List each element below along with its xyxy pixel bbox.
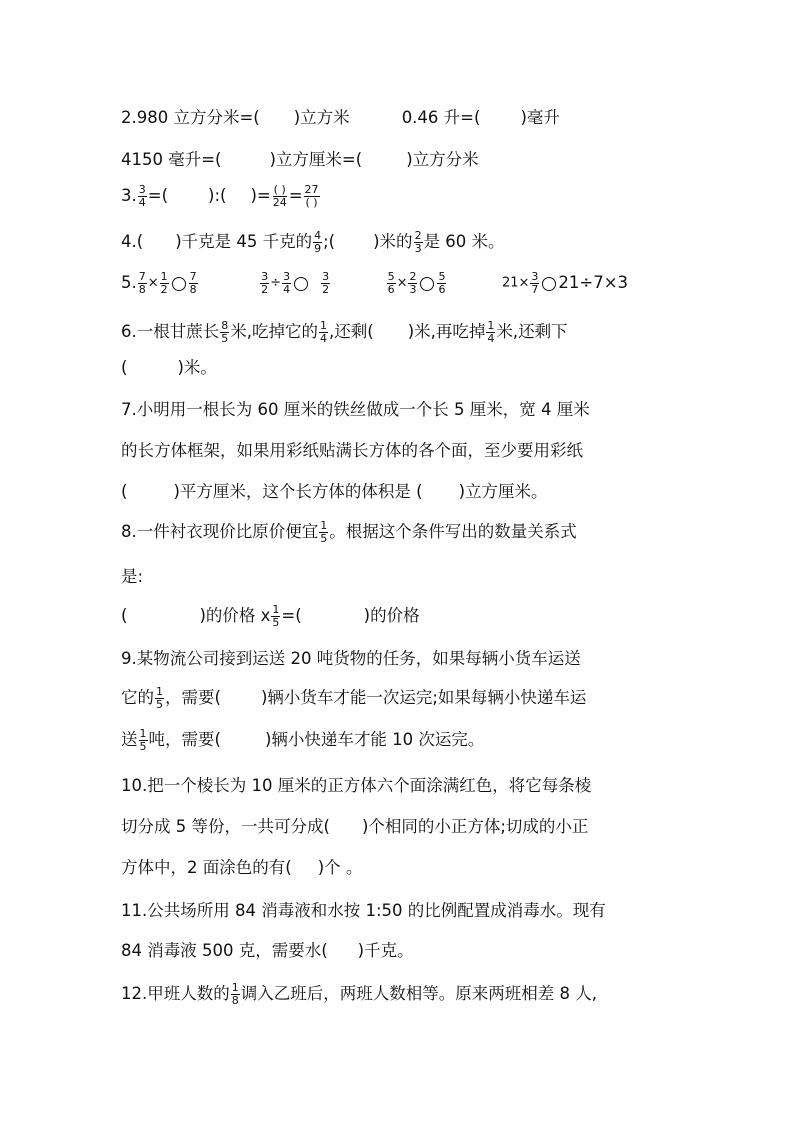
q6-text: )米,再吃掉	[407, 322, 486, 341]
q7-text: )立方厘米。	[458, 482, 548, 501]
q6-text: (	[121, 358, 128, 377]
q12-line1	[121, 982, 597, 1007]
q5-line	[121, 271, 628, 296]
q9-line2	[121, 686, 586, 711]
q10-line3	[121, 857, 362, 879]
q10-text: )个 。	[317, 858, 363, 877]
q3-text: )=	[250, 186, 271, 205]
q9-line1	[121, 648, 581, 670]
fraction: $\frac{1}{4}$	[487, 319, 495, 345]
q4-text: )千克是 45 千克的	[175, 232, 313, 251]
fraction: $\frac{1}{8}$	[231, 981, 239, 1007]
q9-line3	[121, 728, 484, 753]
q11-line1	[121, 900, 606, 922]
q4-text: ;(	[323, 232, 336, 251]
fraction: $\frac{2}{3}$	[409, 270, 417, 296]
q8-line3	[121, 604, 420, 629]
q10-text: )个相同的小正方体;切成的小正	[361, 817, 589, 836]
q9-text: 它的	[121, 688, 154, 707]
fraction: $\frac{7}{8}$	[189, 270, 197, 296]
fraction: $\frac{1}{5}$	[272, 603, 280, 629]
q2-text: 2.980 立方分米=(	[121, 108, 260, 127]
q7-text: (	[121, 482, 128, 501]
q2-text: )立方厘米=(	[269, 150, 363, 169]
fraction: $\frac{1}{5}$	[320, 519, 328, 545]
compare-circle-icon	[172, 277, 186, 291]
q4-text: 4.(	[121, 232, 144, 251]
fraction: $\frac{1}{5}$	[139, 727, 147, 753]
q2-text: 0.46 升=(	[401, 108, 481, 127]
q9-text: ，需要(	[165, 688, 221, 707]
q10-text: 方体中，2 面涂色的有(	[121, 858, 292, 877]
fraction: $\frac{3}{7}$	[531, 270, 539, 296]
q4-text: )米的	[373, 232, 413, 251]
q3-text: =(	[147, 186, 169, 205]
q6-text: 米,吃掉它的	[230, 322, 318, 341]
q2-text: 4150 毫升=(	[121, 150, 222, 169]
fraction: $\frac{4}{9}$	[314, 229, 322, 255]
q7-text: 7.小明用一根长为 60 厘米的铁丝做成一个长 5 厘米，宽 4 厘米	[121, 400, 590, 419]
q11-text: 11.公共场所用 84 消毒液和水按 1:50 的比例配置成消毒水。现有	[121, 901, 606, 920]
q2-line1	[121, 107, 560, 129]
fraction: $\frac{3}{4}$	[138, 183, 146, 209]
q10-text: 10.把一个棱长为 10 厘米的正方体六个面涂满红色，将它每条棱	[121, 776, 592, 795]
q7-line3	[121, 481, 548, 503]
fraction: $\frac{2}{3}$	[414, 229, 422, 255]
q8-line2	[121, 566, 143, 588]
fraction: $\frac{3}{4}$	[283, 270, 291, 296]
q10-text: 切分成 5 等份，一共可分成(	[121, 817, 330, 836]
compare-circle-icon	[420, 277, 434, 291]
q5-text: 21÷7×3	[558, 273, 629, 292]
q4-line	[121, 230, 505, 255]
q3-number: 3.	[121, 186, 137, 205]
operator: ×	[147, 275, 159, 291]
q9-text: 9.某物流公司接到运送 20 吨货物的任务，如果每辆小货车运送	[121, 649, 581, 668]
operator: ×	[396, 275, 408, 291]
q12-text: 调入乙班后，两班人数相等。原来两班相差 8 人,	[240, 984, 597, 1003]
fraction: $\frac{1}{5}$	[156, 685, 163, 711]
operator: 21×	[501, 275, 530, 291]
q12-text: 12.甲班人数的	[121, 984, 230, 1003]
fraction: $\frac{( )}{24}$	[272, 183, 287, 209]
q8-text: (	[121, 606, 128, 625]
q9-text: )辆小货车才能一次运完;如果每辆小快递车运	[260, 688, 587, 707]
q8-text: )的价格	[363, 606, 420, 625]
q9-text: 吨，需要(	[148, 730, 221, 749]
q8-text: 8.一件衬衣现价比原价便宜	[121, 522, 319, 541]
q7-line1	[121, 399, 590, 421]
q6-text: )米。	[177, 358, 217, 377]
q2-text: )毫升	[520, 108, 560, 127]
q3-text: =	[288, 186, 303, 205]
compare-circle-icon	[294, 277, 308, 291]
fraction: $\frac{1}{4}$	[320, 319, 327, 345]
q10-line1	[121, 775, 591, 797]
fraction: $\frac{27}{( )}$	[304, 183, 319, 209]
q6-line2	[121, 357, 217, 379]
q9-text: 送	[121, 730, 138, 749]
q2-text: )立方米	[293, 108, 350, 127]
q7-line2	[121, 440, 583, 462]
q8-line1	[121, 520, 577, 545]
q5-number: 5.	[121, 273, 137, 292]
q2-text: )立方分米	[406, 150, 479, 169]
q4-text: 是 60 米。	[423, 232, 505, 251]
fraction: $\frac{8}{5}$	[221, 319, 229, 345]
q7-text: )平方厘米，这个长方体的体积是 (	[173, 482, 423, 501]
q8-text: 。根据这个条件写出的数量关系式	[329, 522, 577, 541]
q3-line	[121, 184, 321, 209]
q8-text: 是:	[121, 567, 144, 586]
q8-text: =(	[281, 606, 302, 625]
fraction: $\frac{1}{2}$	[160, 270, 168, 296]
fraction: $\frac{3}{2}$	[261, 270, 269, 296]
q2-line2	[121, 149, 479, 171]
q6-text: 6.一根甘蔗长	[121, 322, 220, 341]
compare-circle-icon	[542, 277, 556, 291]
q7-text: 的长方体框架，如果用彩纸贴满长方体的各个面，至少要用彩纸	[121, 441, 583, 460]
fraction: $\frac{5}{6}$	[387, 270, 395, 296]
q11-text: )千克。	[357, 941, 414, 960]
fraction: $\frac{7}{8}$	[138, 270, 146, 296]
operator: ÷	[270, 275, 282, 291]
q6-text: 米,还剩下	[496, 322, 568, 341]
q3-text: ):(	[208, 186, 227, 205]
fraction: $\frac{3}{2}$	[322, 270, 330, 296]
q11-line2	[121, 940, 414, 962]
q9-text: )辆小快递车才能 10 次运完。	[264, 730, 485, 749]
q8-text: )的价格 x	[199, 606, 271, 625]
fraction: $\frac{5}{6}$	[438, 270, 446, 296]
q6-line1	[121, 320, 568, 345]
q10-line2	[121, 816, 588, 838]
q11-text: 84 消毒液 500 克，需要水(	[121, 941, 328, 960]
q6-text: ,还剩(	[329, 322, 374, 341]
